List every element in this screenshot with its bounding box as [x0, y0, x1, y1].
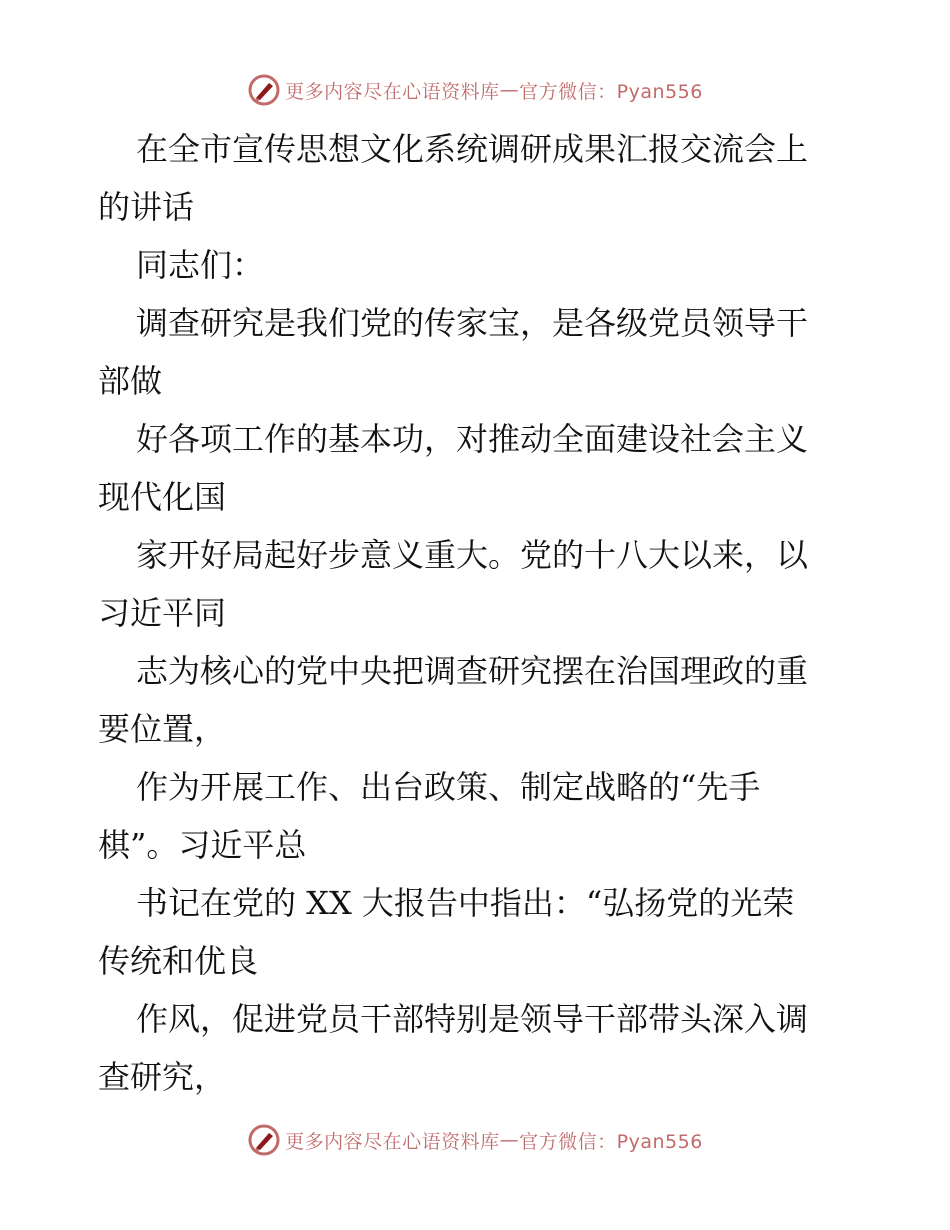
text-line: 棋”。习近平总	[98, 826, 307, 864]
footer-banner	[0, 1120, 950, 1160]
header-banner	[0, 70, 950, 110]
text-line: 部做	[98, 362, 163, 400]
text-line: 现代化国	[98, 478, 227, 516]
banner-wechat: 官方微信：Pyan556	[519, 1130, 703, 1153]
text-line: 的讲话	[98, 188, 195, 226]
text-line: 传统和优良	[98, 942, 259, 980]
text-line: 在全市宣传思想文化系统调研成果汇报交流会上	[136, 130, 809, 168]
text-line: 书记在党的 XX 大报告中指出：“弘扬党的光荣	[136, 884, 795, 922]
text-line: 习近平同	[98, 594, 227, 632]
text-line: 作为开展工作、出台政策、制定战略的“先手	[136, 768, 761, 806]
text-line: 同志们：	[136, 246, 265, 284]
document-body	[98, 120, 858, 1106]
text-line: 作风，促进党员干部特别是领导干部带头深入调	[136, 1000, 809, 1038]
text-line: 调查研究是我们党的传家宝，是各级党员领导干	[136, 304, 809, 342]
text-line: 要位置，	[98, 710, 227, 748]
banner-separator: —	[499, 79, 520, 101]
text-line: 家开好局起好步意义重大。党的十八大以来，以	[136, 536, 809, 574]
pen-circle-icon	[247, 73, 281, 107]
text-line: 查研究，	[98, 1058, 227, 1096]
banner-wechat: 官方微信：Pyan556	[519, 80, 703, 103]
banner-text: 更多内容尽在心语资料库	[285, 80, 500, 103]
banner-text: 更多内容尽在心语资料库	[285, 1130, 500, 1153]
text-line: 志为核心的党中央把调查研究摆在治国理政的重	[136, 652, 809, 690]
pen-circle-icon	[247, 1123, 281, 1157]
text-line: 好各项工作的基本功，对推动全面建设社会主义	[136, 420, 809, 458]
banner-separator: —	[499, 1129, 520, 1151]
